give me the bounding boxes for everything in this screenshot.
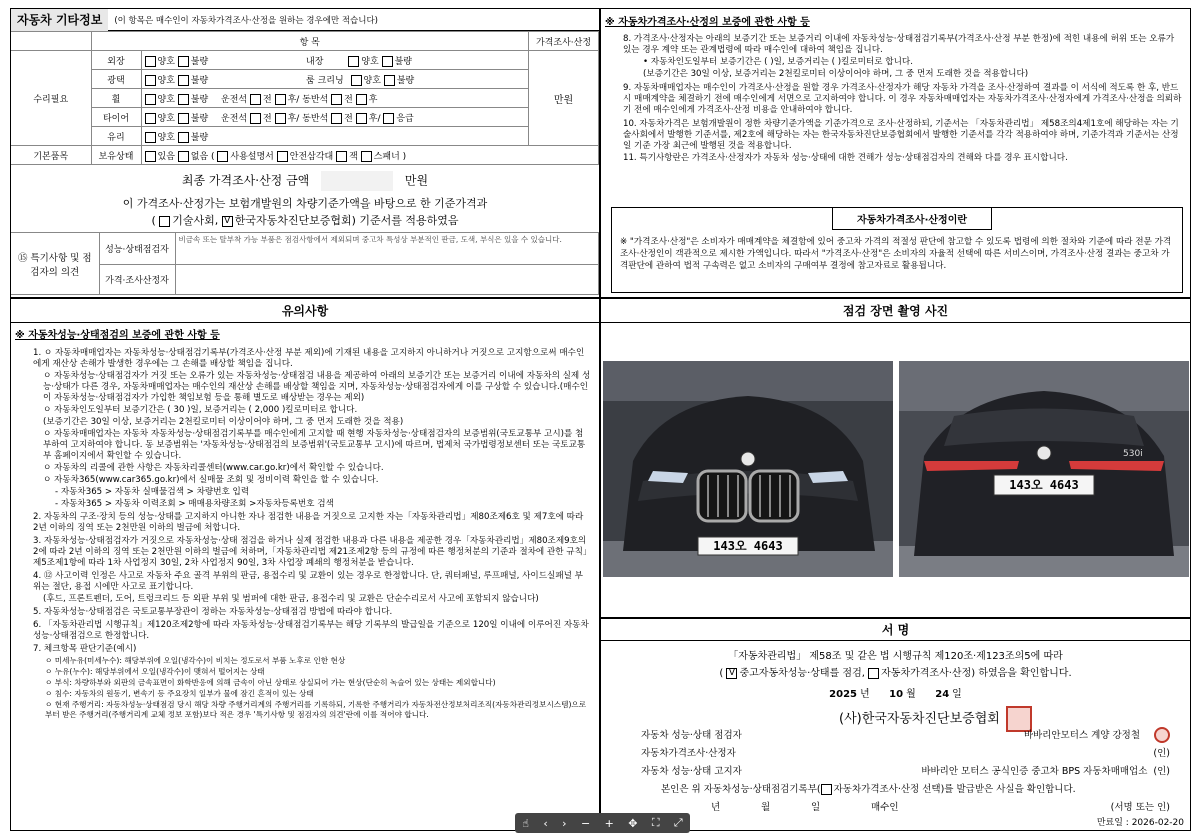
passenger-label: 동반석 <box>302 113 329 124</box>
box-text: ※ "가격조사·산정"은 소비자가 매매계약을 체결함에 있어 중고차 가격의 적절성 판단에 참고할 수 있도록 법령에 의한 절차와 기준에 따라 전문 가격조사·산정인이 객관적으로 제시한 가액입니다. 따라서 "가격조사·산정"은 소비자의 자율적 선택에 따른 서비스이며, 가격조사·산정 결과는 중고차 가격판단에 관하여 법적 구속력은 없고 소비자의 구매여부 결정에 참고자료로 활용됩니다. <box>620 237 1172 271</box>
checkbox[interactable] <box>178 56 189 67</box>
opt-label: 양호 <box>157 56 175 67</box>
sign-day: 24 <box>935 689 950 700</box>
item-11: 11. 특기사항란은 가격조사·산정자가 자동차 성능·상태에 대한 견해가 성능·상태점검자의 견해와 다를 경우 표시합니다. <box>623 153 1068 163</box>
r3-value: 바바리안 모터스 공식인증 중고차 BPS 자동차매매업소 <box>921 766 1148 777</box>
opt-label: 있음 <box>157 151 175 162</box>
notice-subtitle: ※ 자동차성능·상태점검의 보증에 관한 사항 등 <box>15 330 220 341</box>
row-room-cleaning: 룸 크리닝 <box>306 75 344 86</box>
r3-mark: (인) <box>1153 766 1170 777</box>
checkbox[interactable] <box>250 94 261 105</box>
notice-item: ㅇ 자동차365(www.car365.go.kr)에서 실매물 조회 및 정비이력 확인을 할 수 있습니다. <box>43 475 379 485</box>
notice-item: 3. 자동차성능·상태점검자가 거짓으로 자동차성능·상태 점검을 하거나 실제 점검한 내용과 다른 내용을 제공한 경우「자동차관리법」제80조제9호의2에 따라 2년 이하의 징역 또는 2천만원 이하의 벌금에 처하며,「자동차관리법 제21조제2항 등의 규정에 따른 행정처분의 기준과 절차에 관한 규칙」제5조제1항에 따라 1차 사업정지 30일, 2차 사업정지 90일, 3차 사업장 폐쇄의 행정처분을 받습니다. <box>33 536 588 568</box>
checkbox-kadiga[interactable]: V <box>222 216 233 227</box>
checkbox[interactable] <box>384 75 395 86</box>
prev-page-icon[interactable]: ‹ <box>543 816 548 830</box>
checkbox[interactable] <box>361 151 372 162</box>
checkbox[interactable] <box>277 151 288 162</box>
opt-label: 양호 <box>157 132 175 143</box>
driver-label: 운전석 <box>221 94 248 105</box>
r5-day: 일 <box>811 802 821 813</box>
row-possession: 보유상태 <box>91 146 141 165</box>
org-name: (사)한국자동차진단보증협회 <box>839 711 1000 727</box>
checkbox[interactable] <box>383 113 394 124</box>
sign-month: 10 <box>889 689 904 700</box>
opt-label: 양호 <box>157 94 175 105</box>
notice-item: ㅇ 자동차의 리콜에 관한 사항은 자동차리콜센터(www.car.go.kr)에서 확인할 수 있습니다. <box>43 463 384 473</box>
checkbox-performance[interactable]: V <box>726 668 737 679</box>
plate-rear: 143오 4643 <box>1009 478 1079 492</box>
rear-car-photo <box>899 361 1189 577</box>
opt-label: 전 <box>344 94 353 105</box>
item-8-period: • 자동차인도일부터 보증기간은 ( )일, 보증거리는 ( )킬로미터로 합니다. <box>643 57 913 67</box>
checkbox[interactable] <box>356 94 367 105</box>
vehicle-other-info-panel: 자동차 기타정보 (이 항목은 매수인이 자동차가격조사·산정을 원하는 경우에만 적습니다) 항 목 가격조사·산정 수리필요 외장 양호 불량 내장 양호 불량 만원 광택 양호 불량 룸 크리닝 양호 불량 휠 양호 불량 운전석 전 후/ 동반석 전 후 타이어 양호 불량 운전석 전 후/ 동반석 전 후/ 응급 유리 양호 불량 기본품목 보유상태 있음 없음 ( 사용설명서 안전삼각대 잭 스패너 ) 최종 가격조사·산정 금액 만원 이 가격조사·산정가는 보험개발원의 차량기준가액을 바탕으로 한 기준가격과 ( 기술사회, V 한국자동차진단보증협회) 기준서를 적용하였음 ⑮ 특기사항 및 점검자의 의견 성능·상태점검자 비금속 또는 탈부착 가능 부품은 점검사항에서 제외되며 중고차 특성상 부분적인 판금, 도색, 부식은 있을 수 있습니다. 가격·조사산정자 <box>10 8 600 298</box>
box-title: 자동차가격조사·산정이란 <box>832 207 992 230</box>
notice-item: 7. 체크항목 판단기준(예시) <box>33 644 137 654</box>
plate-front: 143오 4643 <box>713 539 783 553</box>
unit-manwon: 만원 <box>529 51 599 146</box>
checkbox[interactable] <box>145 75 156 86</box>
criteria-item: ㅇ 누유(누수): 해당부위에서 오일(냉각수)이 맺혀서 떨어지는 상태 <box>45 667 265 676</box>
opt-label: 응급 <box>396 113 414 124</box>
year-unit: 년 <box>860 689 870 700</box>
opt-label: 불량 <box>190 56 209 67</box>
notice-item: ㅇ 자동차인도일부터 보증기간은 ( 30 )일, 보증거리는 ( 2,000 )킬로미터로 합니다. <box>43 405 358 415</box>
opt-label: 전 <box>344 113 353 124</box>
opt-label: 불량 <box>190 94 209 105</box>
row-glass: 유리 <box>91 127 141 146</box>
opt-label: 후 <box>287 113 297 124</box>
row-gloss: 광택 <box>91 70 141 89</box>
section-title: ※ 자동차가격조사·산정의 보증에 관한 사항 등 <box>605 17 810 28</box>
row-exterior: 외장 <box>91 51 141 70</box>
repair-label: 수리필요 <box>11 51 91 146</box>
opt-label: 잭 <box>349 151 358 162</box>
checkbox[interactable] <box>348 56 359 67</box>
opt-label: 사용설명서 <box>230 151 274 162</box>
opt-label: 양호 <box>157 113 175 124</box>
checkbox-buyer[interactable] <box>821 784 832 795</box>
opt-label: 전 <box>263 113 272 124</box>
notice-item: - 자동차365 > 자동차 이력조회 > 매매용차량조회 >자동차등록번호 검색 <box>55 499 334 509</box>
inspector-text: 비금속 또는 탈부착 가능 부품은 점검사항에서 제외되며 중고차 특성상 부분적인 판금, 도색, 부식은 있을 수 있습니다. <box>175 233 599 265</box>
notice-item: 5. 자동차성능·상태점검은 국토교통부장관이 정하는 자동차성능·상태점검 방법에 따라야 합니다. <box>33 607 393 617</box>
checkbox[interactable] <box>145 132 156 143</box>
opt-label: 불량 <box>190 132 209 143</box>
col-price: 가격조사·산정 <box>529 32 599 51</box>
fit-icon[interactable]: ⛶ <box>651 816 660 829</box>
checkbox[interactable] <box>178 113 189 124</box>
checkbox[interactable] <box>145 56 156 67</box>
checkbox[interactable] <box>331 94 342 105</box>
final-price-input[interactable] <box>321 171 393 191</box>
day-unit: 일 <box>952 689 962 700</box>
row-wheel: 휠 <box>91 89 141 108</box>
row-tire: 타이어 <box>91 108 141 127</box>
opt-label: 스패너 <box>373 151 400 162</box>
r2-mark: (인) <box>1153 748 1170 759</box>
opt-label: 양호 <box>361 56 379 67</box>
price-warranty-panel <box>600 8 1191 298</box>
item-9: 9. 자동차매매업자는 매수인이 가격조사·산정을 원할 경우 가격조사·산정자가 해당 자동차 가격을 조사·산정하여 결과를 이 서식에 적도록 한 후, 반드시 매매계약을 체결하기 전에 매수인에게 서면으로 고지하여야 합니다. 이 경우 자동차매매업자는 자동차가격조사·산정자에게 가격조사·산정을 의뢰하기 전에 매수인에게 가격조사·산정 비용을 안내하여야 합니다. <box>623 83 1182 115</box>
notice-item: ㅇ 자동차매매업자는 자동차 자동차성능·상태점검기록부를 매수인에게 고지할 때 현행 자동차성능·상태점검자의 보증범위(국토교통부 고시)를 첨부하여 고지하여야 합니다. 동 보증범위는 '자동차성능·상태점검의 보증범위'(국토교통부 고시)에 따르며, 법제처 국가법령정보센터 또는 국토교통부 홈페이지에서 확인할 수 있습니다. <box>43 429 586 461</box>
basis-opt1: 기술사회, <box>172 214 219 227</box>
sign-year: 2025 <box>829 689 857 700</box>
special-label: ⑮ 특기사항 및 점검자의 의견 <box>11 233 99 295</box>
r1-label: 자동차 성능·상태 점검자 <box>641 730 742 741</box>
checkbox[interactable] <box>145 151 156 162</box>
move-icon[interactable]: ✥ <box>628 816 638 830</box>
viewer-toolbar <box>515 813 690 833</box>
checkbox[interactable] <box>178 94 189 105</box>
notice-item: 1. ㅇ 자동차매매업자는 자동차성능·상태점검기록부(가격조사·산정 부분 제외)에 기재된 내용을 고지하지 아니하거나 거짓으로 고지함으로써 매수인에게 재산상 손해가 발생한 경우에는 그 손해를 배상할 책임을 집니다. <box>33 348 585 369</box>
checkbox[interactable] <box>178 132 189 143</box>
section-subtitle: (이 항목은 매수인이 자동차가격조사·산정을 원하는 경우에만 적습니다) <box>114 15 378 26</box>
model-badge: 530i <box>1123 449 1143 459</box>
rear-car-svg <box>899 361 1189 577</box>
hand-icon[interactable]: ☝ <box>522 816 529 830</box>
basis-line1: 이 가격조사·산정가는 보험개발원의 차량기준가액을 바탕으로 한 기준가격과 <box>122 197 488 210</box>
inspector-label: 성능·상태점검자 <box>99 233 175 265</box>
final-price-unit: 만원 <box>404 173 429 188</box>
photo-panel <box>600 298 1191 618</box>
notice-item: ㅇ 자동차성능·상태점검자가 거짓 또는 오류가 있는 자동차성능·상태점검 내용을 제공하여 아래의 보증기간 또는 보증거리 이내에 자동차의 실제 성능·상태가 다른 경우, 자동차매매업자는 매수인의 재산상 손해를 배상할 책임을 지며, 자동차성능·상태점검자에게 이를 구상할 수 있습니다.(매수인이 자동차성능·상태점검자가 가입한 책임보험 등을 통해 별도로 배상받는 경우는 제외) <box>43 371 591 403</box>
criteria-item: ㅇ 침수: 자동차의 원동기, 변속기 등 주요장치 일부가 물에 잠긴 흔적이 있는 상태 <box>45 689 314 698</box>
checkbox[interactable] <box>217 151 228 162</box>
checkbox[interactable] <box>275 113 286 124</box>
checkbox[interactable] <box>178 151 189 162</box>
basic-label: 기본품목 <box>11 146 91 165</box>
opt-label: 없음 <box>190 151 209 162</box>
price-label: 가격·조사산정자 <box>99 265 175 295</box>
checkbox-tech-society[interactable] <box>159 216 170 227</box>
criteria-item: ㅇ 현재 주행거리: 자동차성능·상태점검 당시 해당 차량 주행거리계의 주행거리를 기록하되, 기록한 주행거리가 자동차전산정보처리조직(자동차관리정보시스템)으로부터 받은 주행거리(주행거리계 교체 정보 포함)보다 적은 경우 '특기사항 및 점검자의 의견'란에 이를 적어야 합니다. <box>45 700 587 719</box>
opt-label: 후 <box>368 94 378 105</box>
checkbox[interactable] <box>331 113 342 124</box>
sign-opt-a: 중고자동차성능·상태를 점검, <box>739 668 865 679</box>
opt-label: 불량 <box>394 56 412 67</box>
r1-seal <box>1154 727 1170 743</box>
checkbox[interactable] <box>336 151 347 162</box>
item-8: 8. 가격조사·산정자는 아래의 보증기간 또는 보증거리 이내에 자동차성능·상태점검기록부(가격조사·산정 부분 한정)에 적힌 내용에 허위 또는 오류가 있는 경우 계약 또는 관계법령에 따라 매수인에 대하여 책임을 집니다. <box>623 34 1175 55</box>
r5-month: 월 <box>761 802 771 813</box>
passenger-label: 동반석 <box>302 94 329 105</box>
r4-text: 본인은 위 자동차성능·상태점검기록부( <box>661 784 821 795</box>
sign-law: 「자동차관리법」 제58조 및 같은 법 시행규칙 제120조·제123조의5에 따라 <box>728 651 1063 662</box>
checkbox[interactable] <box>145 94 156 105</box>
opt-label: 전 <box>263 94 272 105</box>
final-price-label: 최종 가격조사·산정 금액 <box>181 173 310 188</box>
opt-label: 불량 <box>190 113 209 124</box>
r3-label: 자동차 성능·상태 고지자 <box>641 766 742 777</box>
opt-label: 불량 <box>190 75 209 86</box>
signature-panel: 서 명 「자동차관리법」 제58조 및 같은 법 시행규칙 제120조·제123조의5에 따라 ( V 중고자동차성능·상태를 점검, 자동차가격조사·산정) 하였음을 확인합니다. 2025 년 10 월 24 일 (사)한국자동차진단보증협회 자동차 성능·상태 점검자 바바리안모터스 계양 강정철 자동차가격조사·산정자 (인) 자동차 성능·상태 고지자 바바리안 모터스 공식인증 중고차 BPS 자동차매매업소 (인) 본인은 위 자동차성능·상태점검기록부( 자동차가격조사·산정 선택)를 발급받은 사실을 확인합니다. 년 월 일 매수인 (서명 또는 인) 만료일 : 2026-02-20 <box>600 618 1191 831</box>
opt-label: 안전삼각대 <box>289 151 334 162</box>
notice-item: 2. 자동차의 구조·장치 등의 성능·상태를 고지하지 아니한 자나 점검한 내용을 거짓으로 고지한 자는「자동차관리법」제80조제6호 및 제7호에 따라 2년 이하의 징역 또는 2천만원 이하의 벌금에 처합니다. <box>33 512 584 533</box>
criteria-item: ㅇ 부식: 차량하부와 외판의 금속표면이 화학반응에 의해 금속이 아닌 상태로 상실되어 가는 현상(단순히 녹슬어 있는 상태는 제외합니다) <box>45 678 496 687</box>
checkbox-price[interactable] <box>868 668 879 679</box>
signature-title: 서 명 <box>601 619 1190 641</box>
month-unit: 월 <box>906 689 916 700</box>
opt-label: 후 <box>287 94 297 105</box>
next-page-icon[interactable]: › <box>562 816 567 830</box>
r5-year: 년 <box>711 802 721 813</box>
photo-title: 점검 장면 촬영 사진 <box>601 299 1190 323</box>
opt-label: 양호 <box>363 75 381 86</box>
notice-title: 유의사항 <box>11 299 599 323</box>
item-10: 10. 자동차가격은 보험개발원이 정한 차량기준가액을 기준가격으로 조사·산정하되, 기준서는 「자동차관리법」 제58조의4제1호에 해당하는 자는 기술사회에서 발행한 기준서를, 제2호에 해당하는 자는 한국자동차진단보증협회에서 발행한 기준서를 각각 적용하여야 하며, 기준가격과 기준서는 산정일 기준 가장 최근에 발행된 것을 적용합니다. <box>623 119 1179 151</box>
checkbox[interactable] <box>356 113 367 124</box>
fullscreen-icon[interactable]: ⤢ <box>673 816 683 829</box>
notice-item: 4. ⑫ 사고이력 인정은 사고로 자동차 주요 골격 부위의 판금, 용접수리 및 교환이 있는 경우로 한정합니다. 단, 쿼터패널, 루프패널, 사이드실패널 부위는 절단, 용접 시에만 사고로 표기합니다. <box>33 571 583 592</box>
r5-sign: (서명 또는 인) <box>1110 802 1170 813</box>
r2-label: 자동차가격조사·산정자 <box>641 748 736 759</box>
col-item: 항 목 <box>91 32 529 51</box>
opt-label: 불량 <box>396 75 415 86</box>
sign-opt-b: 자동차가격조사·산정) 하였음을 확인합니다. <box>881 668 1072 679</box>
r1-value: 바바리안모터스 계양 강정철 <box>1023 730 1140 741</box>
notice-item: 6. 「자동차관리법 시행규칙」제120조제2항에 따라 자동차성능·상태점검기록부는 해당 기록부의 발급일을 기준으로 120일 이내에 이루어진 자동차 성능·상태점검으로 한정합니다. <box>33 620 589 641</box>
opt-label: 양호 <box>157 75 175 86</box>
criteria-item: ㅇ 미세누유(미세누수): 해당부위에 오일(냉각수)이 비치는 정도로서 부품 노후로 인한 현상 <box>45 656 346 665</box>
row-interior: 내장 <box>306 56 324 67</box>
checkbox[interactable] <box>250 113 261 124</box>
checkbox[interactable] <box>382 56 393 67</box>
item-8-note: (보증기간은 30일 이상, 보증거리는 2천킬로미터 이상이어야 하며, 그 중 먼저 도래한 것을 적용합니다) <box>643 69 1029 79</box>
r4-text2: 자동차가격조사·산정 선택)를 발급받은 사실을 확인합니다. <box>833 784 1076 795</box>
checkbox[interactable] <box>275 94 286 105</box>
opt-label: 후 <box>368 113 378 124</box>
zoom-in-icon[interactable]: + <box>604 816 614 830</box>
notice-item: - 자동차365 > 자동차 실매물검색 > 차량번호 입력 <box>55 487 250 497</box>
zoom-out-icon[interactable]: − <box>580 816 591 830</box>
basis-opt2: 한국자동차진단보증협회) 기준서를 적용하였음 <box>234 214 459 227</box>
front-car-photo <box>603 361 893 577</box>
expiry-date: 만료일 : 2026-02-20 <box>1096 818 1184 828</box>
notice-item: (후드, 프론트펜더, 도어, 트렁크리드 등 외판 부위 및 범퍼에 대한 판금, 용접수리 및 교환은 단순수리로서 사고에 포함되지 않습니다) <box>43 594 539 604</box>
r5-buyer: 매수인 <box>871 802 899 813</box>
notice-item: (보증기간은 30일 이상, 보증거리는 2천킬로미터 이상이어야 하며, 그 중 먼저 도래한 것을 적용) <box>43 417 404 427</box>
checkbox[interactable] <box>145 113 156 124</box>
driver-label: 운전석 <box>221 113 248 124</box>
section-title: 자동차 기타정보 <box>11 9 108 31</box>
checkbox[interactable] <box>178 75 189 86</box>
notice-panel <box>10 298 600 831</box>
checkbox[interactable] <box>351 75 362 86</box>
